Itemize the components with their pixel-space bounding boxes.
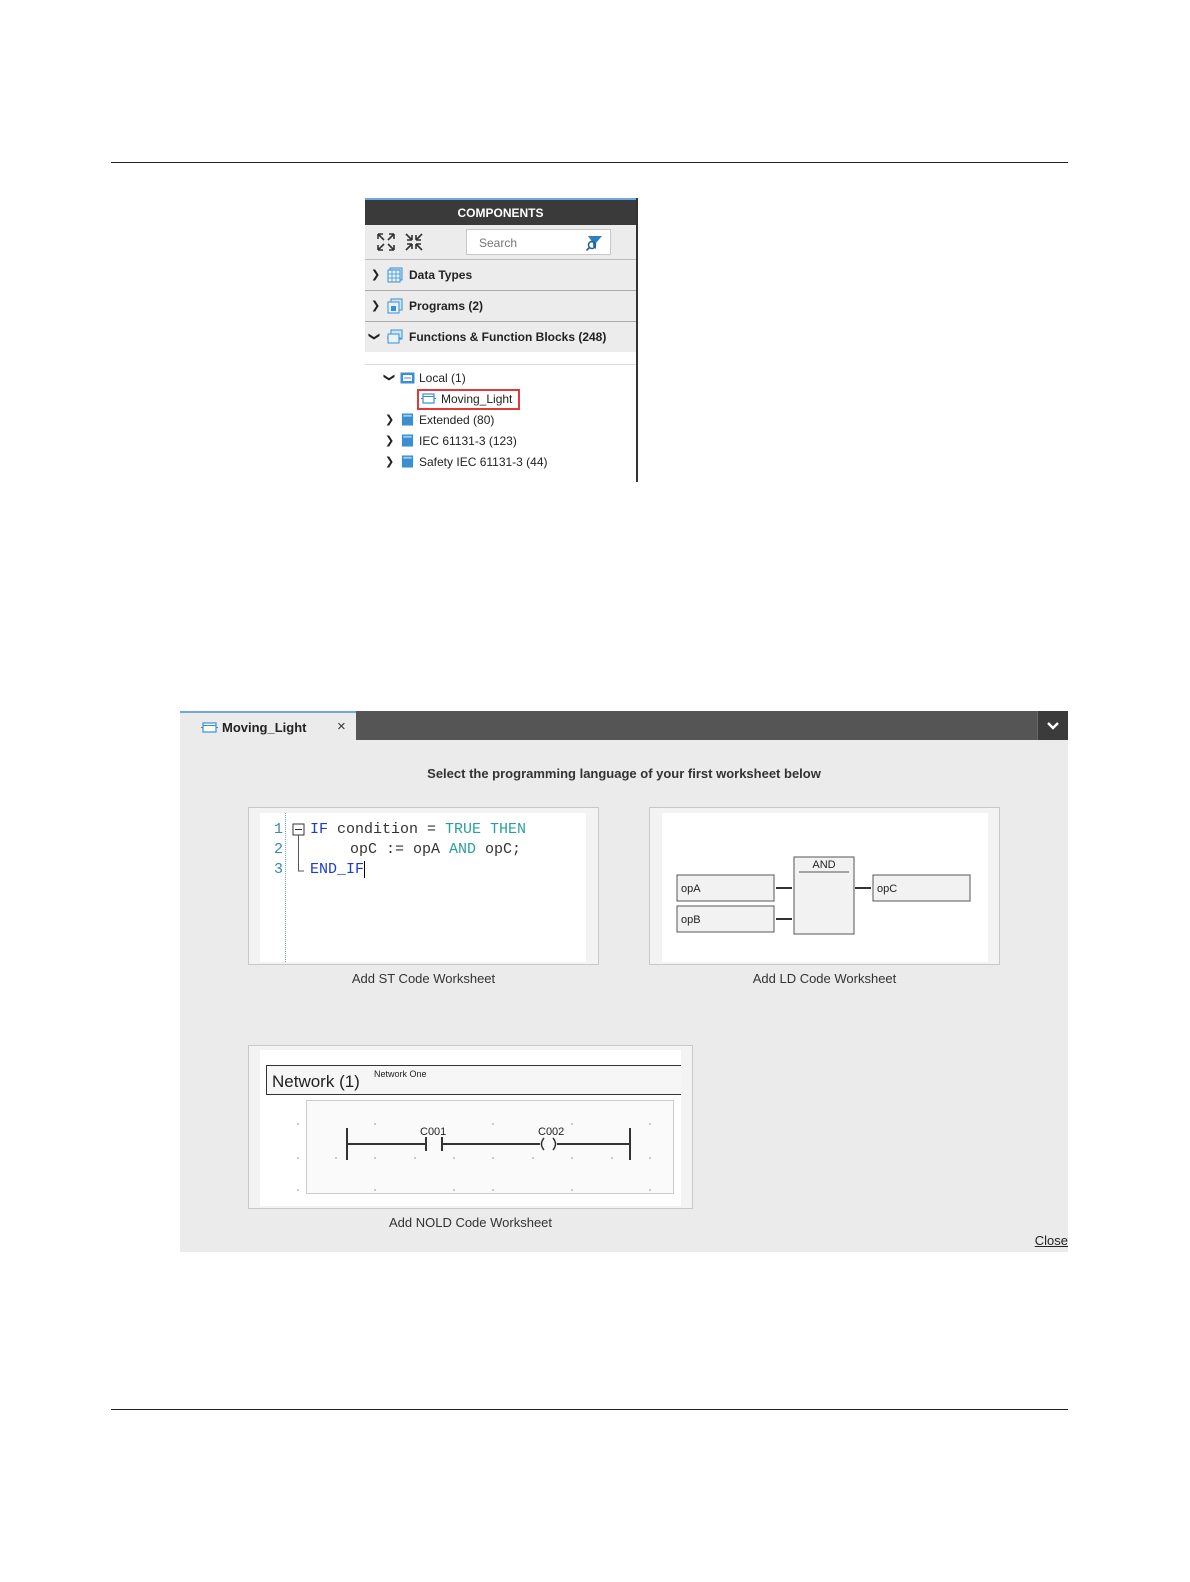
library-icon bbox=[401, 413, 414, 426]
nold-caption[interactable]: Add NOLD Code Worksheet bbox=[388, 1215, 553, 1230]
close-link[interactable]: Close bbox=[1034, 1233, 1068, 1248]
library-icon bbox=[401, 434, 414, 447]
nold-network-preview bbox=[260, 1050, 681, 1206]
library-icon bbox=[401, 455, 414, 468]
tab-moving-light[interactable] bbox=[180, 711, 356, 742]
chevron-right-icon[interactable]: ❯ bbox=[371, 269, 381, 281]
search-filter-icon[interactable] bbox=[585, 234, 603, 251]
coil-label: C002 bbox=[538, 1126, 565, 1138]
editor-panel bbox=[180, 711, 1068, 1252]
ld-caption[interactable]: Add LD Code Worksheet bbox=[752, 971, 897, 986]
expand-all-icon[interactable] bbox=[375, 231, 397, 253]
tab-bar bbox=[180, 711, 1068, 740]
function-block-icon bbox=[201, 722, 218, 733]
st-code-preview bbox=[260, 813, 586, 962]
ld-output-label: opC bbox=[877, 883, 898, 895]
code-keyword: END_IF bbox=[310, 861, 365, 878]
section-data-types[interactable] bbox=[365, 260, 636, 291]
section-label: Programs (2) bbox=[409, 299, 484, 313]
collapse-all-icon[interactable] bbox=[403, 231, 425, 253]
folder-icon bbox=[400, 371, 415, 384]
network-comment: Network One bbox=[374, 1069, 427, 1079]
code-text: opC; bbox=[476, 841, 522, 858]
tab-dropdown-button[interactable] bbox=[1037, 711, 1068, 740]
line-number: 1 bbox=[274, 821, 284, 838]
data-types-icon bbox=[387, 267, 403, 283]
line-number: 3 bbox=[274, 861, 284, 878]
tree-label: Moving_Light bbox=[441, 392, 513, 406]
coil-symbol bbox=[542, 1138, 556, 1150]
chevron-right-icon[interactable]: ❯ bbox=[385, 435, 395, 447]
components-title: COMPONENTS bbox=[365, 198, 636, 225]
nold-worksheet-card[interactable] bbox=[248, 1045, 693, 1209]
ld-worksheet-card[interactable] bbox=[649, 807, 1000, 965]
code-keyword: AND bbox=[449, 841, 477, 858]
functions-icon bbox=[387, 329, 403, 345]
line-number: 2 bbox=[274, 841, 284, 858]
section-programs[interactable] bbox=[365, 291, 636, 322]
function-block-icon bbox=[421, 392, 436, 405]
section-label: Functions & Function Blocks (248) bbox=[409, 330, 607, 344]
function-tree bbox=[365, 364, 636, 475]
code-text: condition = bbox=[328, 821, 446, 838]
tree-label: Extended (80) bbox=[419, 413, 495, 427]
network-title: Network (1) bbox=[272, 1072, 360, 1091]
search-input[interactable] bbox=[477, 235, 581, 251]
section-functions[interactable] bbox=[365, 322, 636, 352]
code-keyword: IF bbox=[310, 821, 329, 838]
chevron-down-icon[interactable]: ❯ bbox=[383, 372, 396, 383]
chevron-right-icon[interactable]: ❯ bbox=[385, 414, 395, 426]
tree-label: IEC 61131-3 (123) bbox=[419, 434, 517, 448]
tree-label: Safety IEC 61131-3 (44) bbox=[419, 455, 548, 469]
code-keyword: TRUE THEN bbox=[445, 821, 527, 838]
st-worksheet-card[interactable] bbox=[248, 807, 599, 965]
ld-diagram-preview bbox=[662, 813, 988, 962]
contact-label: C001 bbox=[420, 1126, 447, 1138]
bottom-rule bbox=[111, 1409, 1068, 1410]
instruction-text: Select the programming language of your first worksheet below bbox=[427, 766, 821, 781]
programs-icon bbox=[387, 298, 403, 314]
section-label: Data Types bbox=[409, 268, 473, 282]
chevron-down-icon bbox=[1038, 711, 1068, 740]
ld-input-label: opA bbox=[681, 883, 701, 895]
close-tab-icon[interactable]: × bbox=[337, 718, 346, 735]
chevron-right-icon[interactable]: ❯ bbox=[385, 456, 395, 468]
rung-wire bbox=[347, 1137, 630, 1151]
chevron-down-icon[interactable]: ❯ bbox=[368, 331, 381, 342]
chevron-right-icon[interactable]: ❯ bbox=[371, 300, 381, 312]
tree-label: Local (1) bbox=[419, 371, 466, 385]
code-text: opC := opA bbox=[350, 841, 450, 858]
search-box[interactable] bbox=[466, 229, 611, 255]
top-rule bbox=[111, 162, 1068, 163]
ld-input-label: opB bbox=[681, 914, 701, 926]
fold-icon[interactable] bbox=[292, 823, 306, 875]
st-caption[interactable]: Add ST Code Worksheet bbox=[351, 971, 496, 986]
components-panel bbox=[365, 198, 638, 482]
ld-block-label: AND bbox=[812, 859, 836, 871]
tab-label: Moving_Light bbox=[222, 720, 307, 735]
components-toolbar bbox=[365, 225, 636, 260]
